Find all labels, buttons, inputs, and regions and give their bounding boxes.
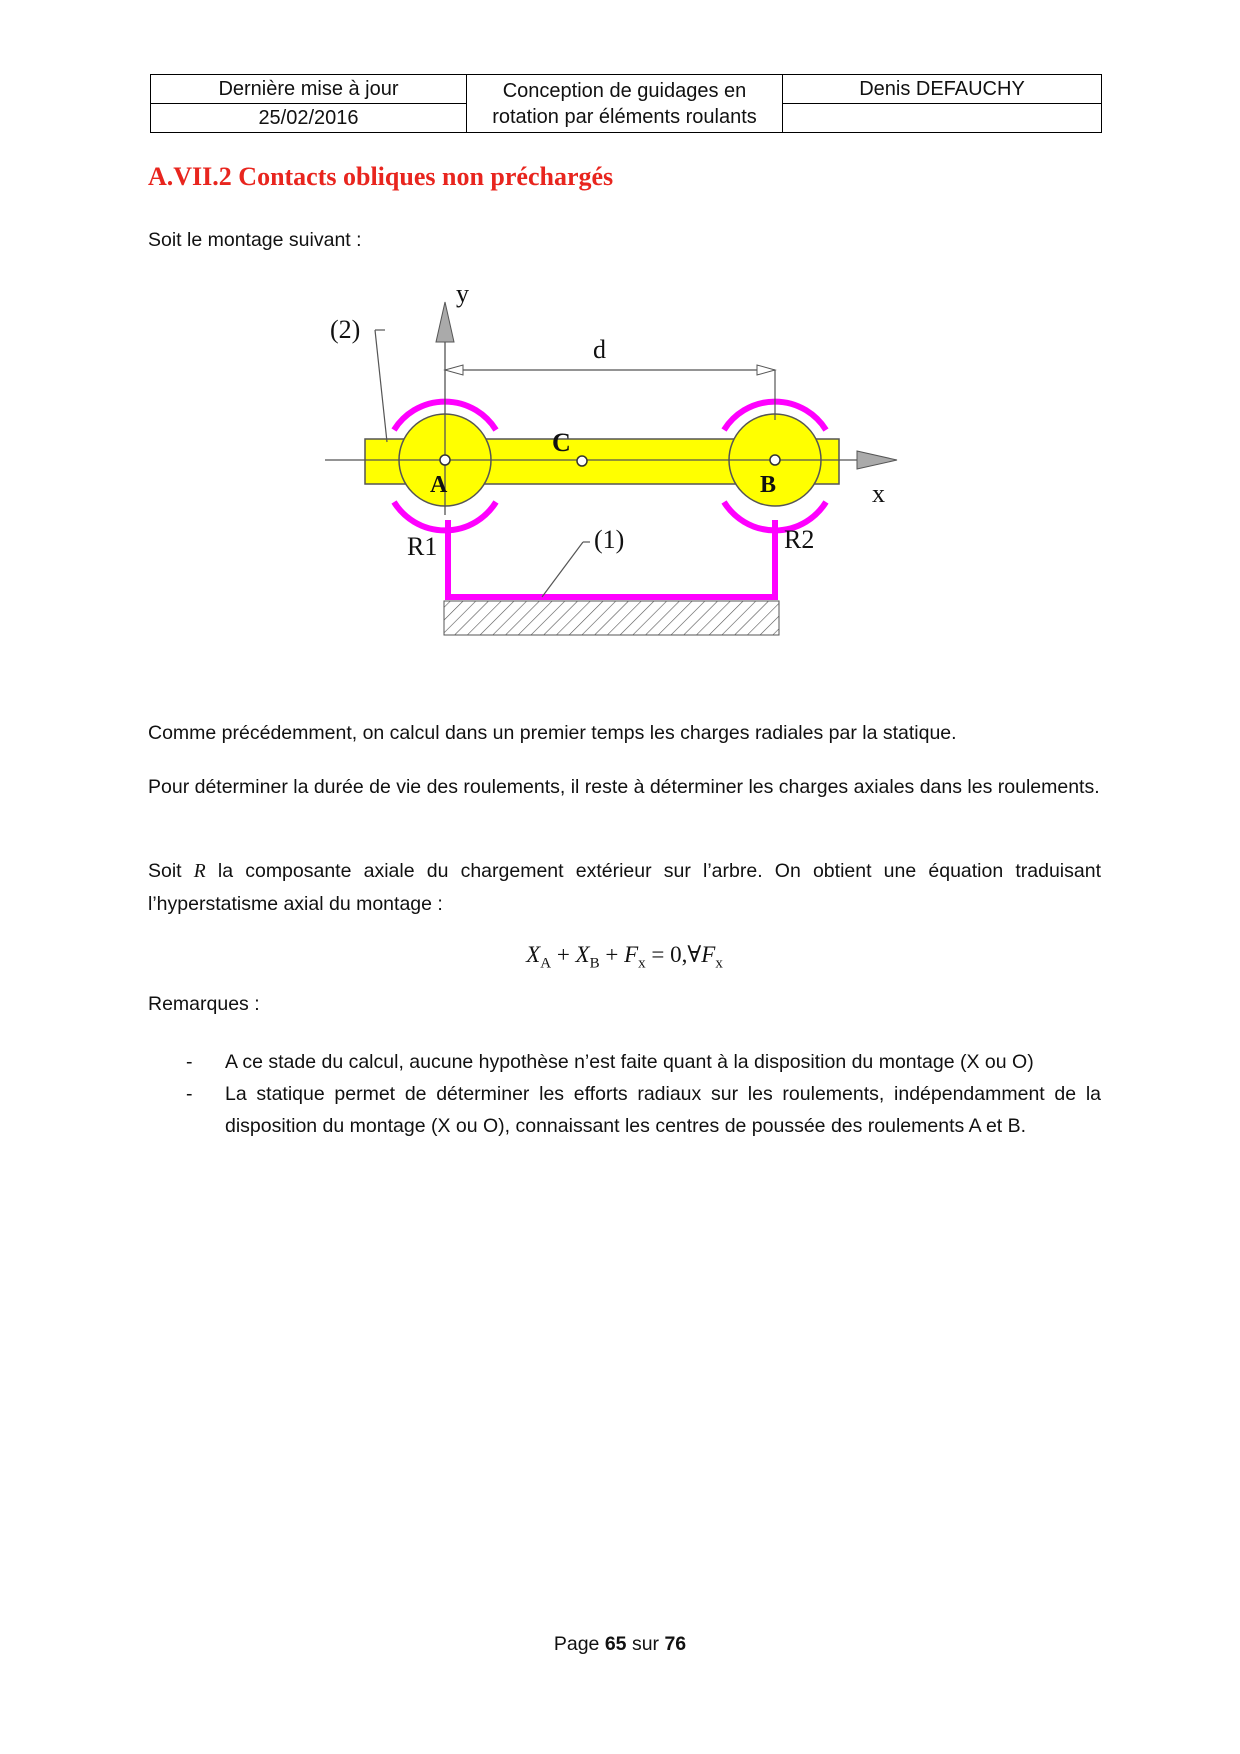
page-footer [0,1633,1240,1656]
remark-item [186,1046,1101,1078]
eq-fx: F [624,942,639,967]
remark-text: La statique permet de déterminer les efforts radiaux sur les roulements, indépendamment de la disposition du montage (X ou O), connaissant les centres de poussée des roulements A et B. [225,1083,1101,1137]
header-author: Denis DEFAUCHY [783,75,1102,104]
distance-label: d [593,335,606,364]
remarks-list [186,1046,1101,1142]
bearing-assembly-figure [310,270,910,650]
intro-text: Soit le montage suivant : [148,229,362,251]
footer-page-number: 65 [604,1633,627,1655]
x-axis-arrow [857,451,897,469]
point-b-label: B [760,472,777,498]
x-axis-label: x [872,479,885,508]
part-1-label: (1) [594,525,625,554]
dimension-arrow-right [757,365,775,375]
header-empty-cell [783,104,1102,133]
eq-rest: = 0,∀ [645,942,702,967]
remarks-title: Remarques : [148,993,260,1015]
header-title-line2: rotation par éléments roulants [492,105,757,128]
eq-xa-sub: A [540,955,552,972]
leader-part-2-diag [375,330,387,442]
leader-part-1-diag [542,542,583,597]
eq-xb: X [575,942,590,967]
point-b-marker [770,455,780,465]
header-document-title [467,75,783,133]
eq-forall-f: F [701,942,716,967]
header-last-update-label: Dernière mise à jour [151,75,467,104]
footer-total-pages: 76 [664,1633,687,1655]
y-axis-arrow [436,302,454,342]
variable-r: R [193,861,206,882]
point-a-marker [440,455,450,465]
point-c-marker [577,456,587,466]
bearing-1-label: R1 [407,532,438,561]
point-c-label: C [552,428,571,457]
remark-item [186,1078,1101,1142]
ground-hatch [444,601,779,635]
header-table [150,74,1102,133]
eq-fx-sub: x [638,955,646,972]
header-title-line1: Conception de guidages en [502,79,747,102]
paragraph-3-start: Soit [148,860,182,882]
eq-forall-sub: x [715,955,723,972]
paragraph-2: Pour déterminer la durée de vie des roulements, il reste à déterminer les charges axiales dans les roulements. [148,776,1100,798]
part-2-label: (2) [330,315,361,344]
bearing-2-label: R2 [784,525,815,554]
paragraph-1: Comme précédemment, on calcul dans un premier temps les charges radiales par la statique. [148,722,957,744]
paragraph-3-end: la composante axiale du chargement extérieur sur l’arbre. On obtient une équation traduisant l’hyperstatisme axial du montage : [148,860,1101,915]
footer-of-word: sur [631,1633,660,1655]
header-date: 25/02/2016 [151,104,467,133]
bullet-dash: - [186,1083,193,1105]
remark-text: A ce stade du calcul, aucune hypothèse n’est faite quant à la disposition du montage (X ou O) [225,1051,1034,1073]
bullet-dash: - [186,1051,193,1073]
eq-xa: X [526,942,541,967]
eq-xb-sub: B [589,955,600,972]
section-title: A.VII.2 Contacts obliques non préchargés [148,162,614,191]
paragraph-3 [148,855,1101,920]
footer-page-word: Page [553,1633,600,1655]
dimension-arrow-left [445,365,463,375]
point-a-label: A [430,472,448,498]
y-axis-label: y [456,279,469,308]
axial-equation: $X_A + X_B + F_x$ = $0,\forall F_x$ [526,942,723,972]
